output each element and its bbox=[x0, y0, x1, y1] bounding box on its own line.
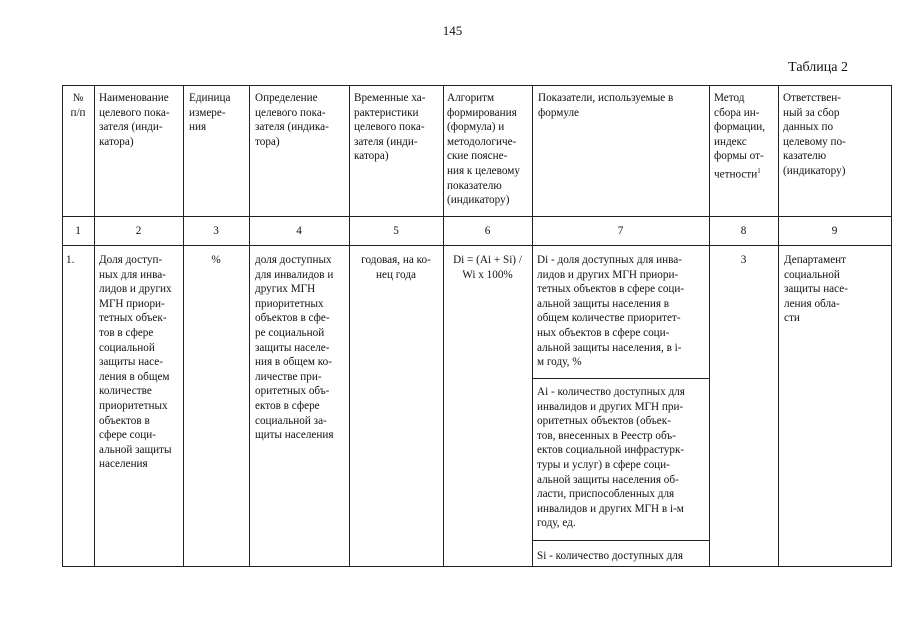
col-number-7: 7 bbox=[617, 225, 624, 237]
header-unit: Единица измере- ния bbox=[189, 92, 231, 134]
col-divider-4 bbox=[349, 85, 350, 567]
header-definition: Определение целевого пока- зателя (индика- тора) bbox=[255, 92, 329, 148]
row-timing: годовая, на ко- нец года bbox=[361, 254, 431, 281]
row-definition: доля доступных для инвалидов и других МГН приоритетных объектов в сфе- ре социальной защиты населе- ния в общем ко- личестве при- оритетных объ- ектов в сфере социальной за- щиты населения bbox=[255, 254, 334, 442]
header-bottom-line bbox=[62, 216, 892, 217]
col-divider-2 bbox=[183, 85, 184, 567]
header-footnote-mark: 1 bbox=[757, 166, 761, 175]
col-divider-7 bbox=[709, 85, 710, 567]
col-number-5: 5 bbox=[393, 225, 399, 237]
indicator-divider-2 bbox=[533, 540, 709, 541]
col-number-4: 4 bbox=[296, 225, 302, 237]
header-method-text: Метод сбора ин- формации, индекс формы от- четности bbox=[714, 92, 765, 181]
col-number-6: 6 bbox=[484, 225, 491, 237]
indicator-table bbox=[62, 85, 892, 567]
col-number-2: 2 bbox=[135, 225, 142, 237]
header-method bbox=[714, 91, 778, 182]
row-responsible: Департамент социальной защиты насе- ления обла- сти bbox=[784, 254, 848, 325]
page-number: 145 bbox=[442, 23, 463, 38]
table-border-left bbox=[62, 85, 63, 567]
table-border-right bbox=[891, 85, 892, 567]
row-method: 3 bbox=[740, 254, 747, 266]
col-number-9: 9 bbox=[831, 225, 838, 237]
table-label: Таблица 2 bbox=[788, 60, 848, 75]
row-formula: Di = (Ai + Si) / Wi х 100% bbox=[453, 254, 522, 281]
col-divider-5 bbox=[443, 85, 444, 567]
table-border-top bbox=[62, 85, 892, 86]
header-indicators: Показатели, используемые в формуле bbox=[538, 92, 674, 119]
col-number-8: 8 bbox=[740, 225, 747, 237]
row-name: Доля доступ- ных для инва- лидов и других МГН приори- тетных объек- тов в сфере социальной защиты насе- ления в общем количестве приоритетных объектов в сфере соци- альной защиты населения bbox=[99, 254, 172, 471]
row-indicator-ai: Ai - количество доступных для инвалидов и других МГН при- оритетных объектов (объек- тов, внесенных в Реестр объ- ектов социальной инфрастурк- туры и услуг) в сфере соци- альной защиты населения об- ласти, приспособленных для инвалидов и других МГН в i-м году, ед. bbox=[537, 386, 685, 530]
table-border-bottom bbox=[62, 566, 892, 567]
row-unit: % bbox=[211, 254, 221, 266]
header-formula: Алгоритм формирования (формула) и методологиче- ские поясне- ния к целевому показателю (индикатору) bbox=[447, 92, 520, 207]
row-indicator-si: Si - количество доступных для bbox=[537, 550, 684, 562]
numbers-bottom-line bbox=[62, 245, 892, 246]
header-num: № п/п bbox=[70, 92, 86, 119]
row-indicator-di: Di - доля доступных для инва- лидов и других МГН приори- тетных объектов в сфере соци- альной защиты населения в общем количестве приоритет- ных объектов в сфере соци- альной защиты населения, в i- м году, % bbox=[537, 254, 685, 369]
header-timing: Временные ха- рактеристики целевого пока- зателя (инди- катора) bbox=[354, 92, 426, 163]
col-divider-6 bbox=[532, 85, 533, 567]
header-responsible: Ответствен- ный за сбор данных по целевому по- казателю (индикатору) bbox=[783, 92, 846, 177]
col-divider-8 bbox=[778, 85, 779, 567]
col-number-1: 1 bbox=[75, 225, 81, 237]
header-name: Наименование целевого пока- зателя (инди- катора) bbox=[99, 92, 170, 148]
indicator-divider-1 bbox=[533, 378, 709, 379]
col-divider-3 bbox=[249, 85, 250, 567]
col-divider-1 bbox=[94, 85, 95, 567]
row-num: 1. bbox=[66, 254, 75, 266]
col-number-3: 3 bbox=[213, 225, 219, 237]
